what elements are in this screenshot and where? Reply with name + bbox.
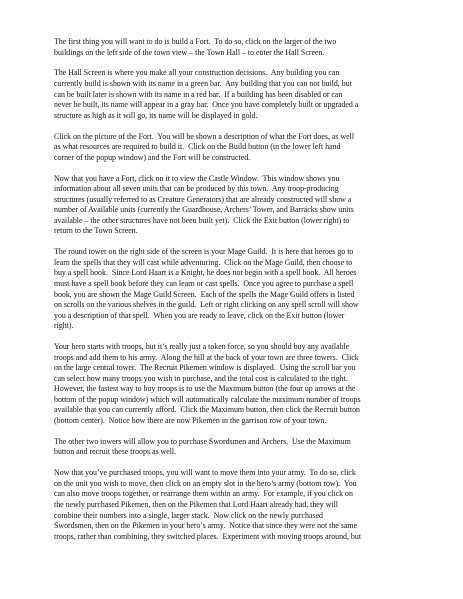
text-line: Now that you’ve purchased troops, you will want to move them into your army. To do so, click (54, 468, 356, 478)
text-line: Now that you have a Fort, click on it to view the Castle Window. This window shows you (54, 173, 340, 183)
text-line: The other two towers will allow you to purchase Swordsmen and Archers. Use the Maximum (54, 436, 351, 446)
paragraph-recruit-troops (54, 342, 419, 426)
text-line: buy a spell book. Since Lord Haart is a Knight, he does not begin with a spell book. All heroes (54, 268, 357, 278)
paragraph-castle-window (54, 174, 419, 237)
text-line: structures (usually referred to as Creature Generators) that are already constructed will show a (54, 194, 352, 204)
text-line: information about all seven units that can be produced by this town. Any troop-producing (54, 184, 339, 194)
paragraph-fort-picture (54, 132, 419, 164)
text-line: never be built, its name will appear in a gray bar. Once you have completely built or upgraded a (54, 100, 359, 110)
text-line: currently build is shown with its name in a green bar. Any building that you can not build, but (54, 79, 352, 89)
text-line: troops and add them to his army. Along the hill at the back of your town are three towers. Click (54, 352, 359, 362)
text-line: on the large central tower. The Recruit Pikemen window is displayed. Using the scroll bar you (54, 363, 356, 373)
text-line: button and recruit these troops as well. (54, 447, 177, 457)
text-line: corner of the popup window) and the Fort will be constructed. (54, 152, 251, 162)
text-line: The first thing you will want to do is build a Fort. To do so, click on the larger of the two (54, 37, 337, 46)
text-line: The Hall Screen is where you make all your construction decisions. Any building you can (54, 68, 340, 78)
text-line: buildings on the left side of the town view – the Town Hall – to enter the Hall Screen. (54, 47, 325, 57)
text-line: right). (54, 321, 74, 331)
text-line: can be built later is shown with its name in a red bar. If a building has been disabled or can (54, 89, 343, 99)
document-page (54, 37, 419, 553)
text-line: as what resources are required to build it. Click on the Build button (in the lower left hand (54, 142, 341, 152)
text-line: (bottom center). Notice how there are now Pikemen in the garrison row of your town. (54, 415, 327, 425)
text-line: can select how many troops you wish to purchase, and the total cost is calculated to the right. (54, 373, 348, 383)
text-line: Click on the picture of the Fort. You will be shown a description of what the Fort does, as well (54, 131, 355, 141)
paragraph-move-troops (54, 468, 419, 542)
paragraph-other-towers (54, 437, 419, 458)
text-line: combine their numbers into a single, larger stack. Now click on the newly purchased (54, 510, 323, 520)
text-line: on the unit you wish to move, then click on an empty slot in the hero’s army (bottom row). You (54, 478, 357, 488)
text-line: However, the fastest way to buy troops is to use the Maximum button (the four up arrows at the (54, 384, 356, 394)
text-line: can also move troops together, or rearrange them within an army. For example, if you click on (54, 489, 353, 499)
text-line: on scrolls on the various shelves in the guild. Left or right clicking on any spell scroll will show (54, 300, 359, 310)
text-line: available that you can currently afford. Click the Maximum button, then click the Recruit button (54, 405, 360, 415)
paragraph-hall-screen (54, 68, 419, 121)
text-line: available – the other structures have not been built yet). Click the Exit button (lower right) to (54, 215, 350, 225)
paragraph-mage-guild (54, 247, 419, 331)
text-line: number of Available units (currently the Guardhouse, Archers’ Tower, and Barracks show units (54, 205, 354, 215)
paragraph-build-fort (54, 37, 419, 58)
text-line: the newly purchased Pikemen, then on the Pikemen that Lord Haart already had, they will (54, 499, 338, 509)
text-line: The round tower on the right side of the screen is your Mage Guild. It is here that heroes go to (54, 247, 354, 257)
text-line: troops, rather than combining, they switched places. Experiment with moving troops around, but (54, 531, 362, 541)
text-line: book, you are shown the Mage Guild Screen. Each of the spells the Mage Guild offers is listed (54, 289, 355, 299)
text-line: return to the Town Screen. (54, 226, 138, 236)
text-line: you a description of that spell. When you are ready to leave, click on the Exit button (lower (54, 310, 345, 320)
text-line: Your hero starts with troops, but it’s really just a token force, so you should buy any available (54, 342, 350, 352)
text-line: must have a spell book before they can learn or cast spells. Once you agree to purchase a spell (54, 278, 354, 288)
text-line: bottom of the popup window) which will automatically calculate the maximum number of troops (54, 394, 361, 404)
text-line: Swordsmen, then on the Pikemen in your hero’s army. Notice that since they were not the same (54, 521, 357, 531)
text-line: learn the spells that they will cast while adventuring. Click on the Mage Guild, then choose to (54, 257, 353, 267)
text-line: structure as high as it will go, its name will be displayed in gold. (54, 110, 258, 120)
